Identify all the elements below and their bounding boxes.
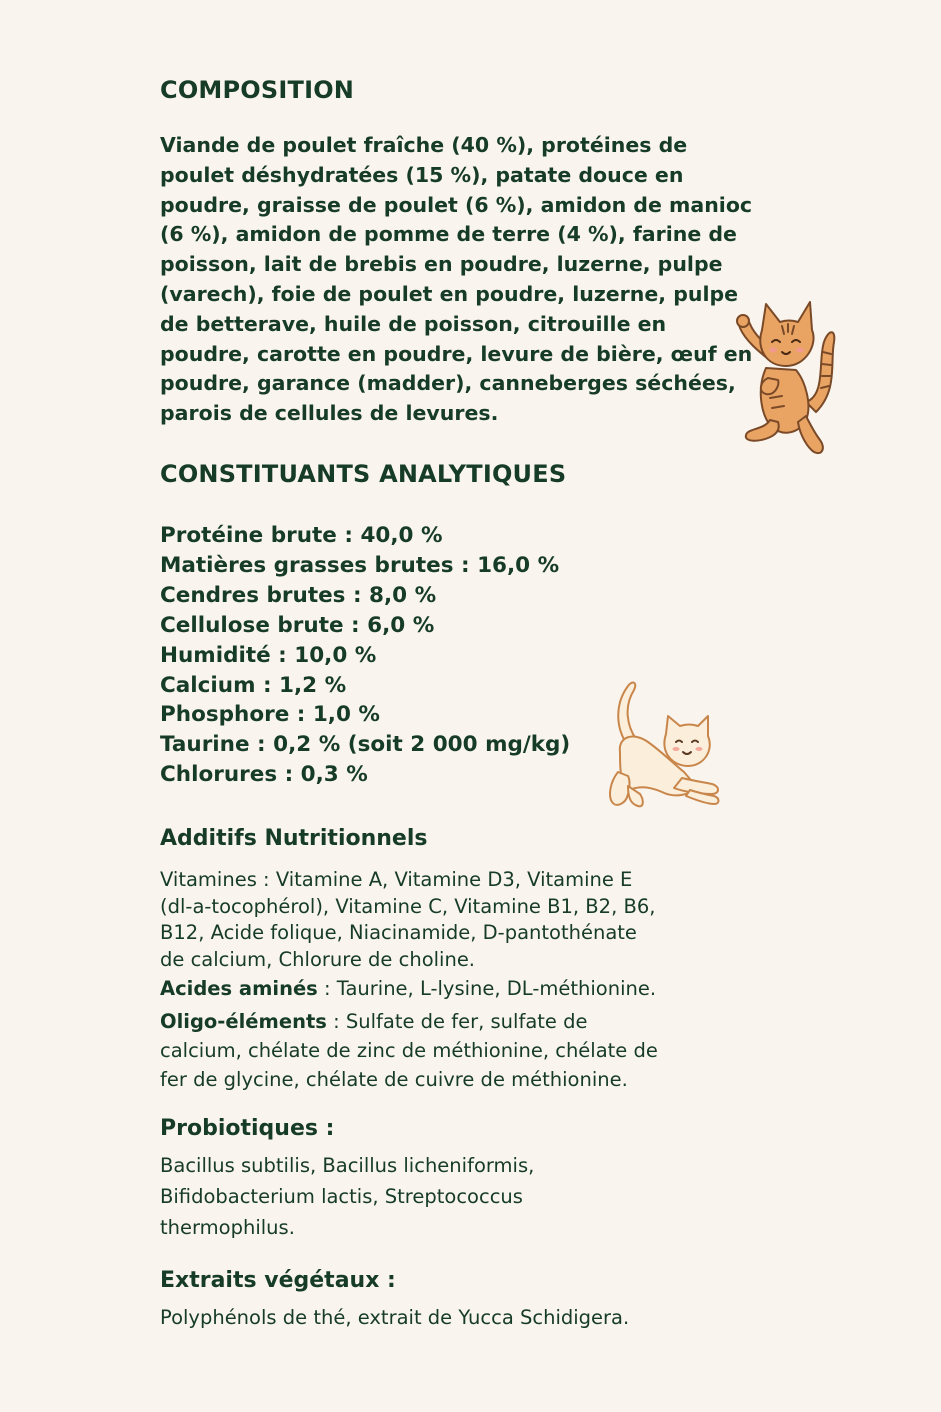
analytical-item: Taurine : 0,2 % (soit 2 000 mg/kg)	[160, 732, 571, 758]
composition-heading: COMPOSITION	[160, 76, 355, 104]
analytical-list	[160, 521, 570, 790]
analytical-item: Protéine brute : 40,0 %	[160, 523, 443, 548]
trace-elements-label: Oligo-éléments	[160, 1010, 327, 1033]
composition-line: Viande de poulet fraîche (40 %), protéines de	[160, 133, 688, 157]
analytical-heading: CONSTITUANTS ANALYTIQUES	[160, 460, 567, 488]
plant-extracts-heading: Extraits végétaux :	[160, 1268, 396, 1293]
composition-line: poulet déshydratées (15 %), patate douce en	[160, 162, 684, 187]
amino-acids-value: : Taurine, L-lysine, DL-méthionine.	[317, 977, 657, 1000]
composition-line: (6 %), amidon de pomme de terre (4 %), farine de	[160, 222, 737, 247]
composition-line: poudre, graisse de poulet (6 %), amidon de manioc	[160, 192, 753, 217]
amino-acids-text	[160, 976, 656, 1003]
vitamins-line: Vitamines : Vitamine A, Vitamine D3, Vitamine E	[160, 868, 633, 891]
analytical-item: Cellulose brute : 6,0 %	[160, 612, 435, 638]
additives-heading: Additifs Nutritionnels	[160, 826, 428, 851]
probiotics-heading: Probiotiques :	[160, 1116, 335, 1141]
stretching-cream-cat-icon	[604, 676, 724, 816]
composition-line: de betterave, huile de poisson, citrouille en	[160, 311, 667, 336]
composition-line: poisson, lait de brebis en poudre, luzerne, pulpe	[160, 252, 723, 277]
analytical-item: Matières grasses brutes : 16,0 %	[160, 552, 560, 578]
composition-line: poudre, garance (madder), canneberges séchées,	[160, 371, 736, 396]
trace-elements-line: calcium, chélate de zinc de méthionine, chélate de	[160, 1039, 658, 1062]
probiotics-line: thermophilus.	[160, 1216, 295, 1239]
composition-text	[160, 131, 752, 429]
dancing-orange-cat-icon	[726, 290, 846, 465]
composition-line: poudre, carotte en poudre, levure de bière, œuf en	[160, 341, 753, 366]
analytical-item: Phosphore : 1,0 %	[160, 702, 380, 728]
composition-line: parois de cellules de levures.	[160, 401, 499, 426]
amino-acids-label: Acides aminés	[160, 977, 318, 1000]
plant-extracts-line: Polyphénols de thé, extrait de Yucca Schidigera.	[160, 1306, 630, 1329]
vitamins-line: B12, Acide folique, Niacinamide, D-pantothénate	[160, 921, 637, 944]
analytical-item: Cendres brutes : 8,0 %	[160, 582, 437, 608]
trace-elements-value: : Sulfate de fer, sulfate de	[326, 1010, 588, 1033]
probiotics-text	[160, 1150, 534, 1243]
plant-extracts-text	[160, 1305, 629, 1332]
vitamins-line: (dl-a-tocophérol), Vitamine C, Vitamine B1, B2, B6,	[160, 894, 656, 918]
composition-line: (varech), foie de poulet en poudre, luzerne, pulpe	[160, 281, 739, 306]
analytical-item: Calcium : 1,2 %	[160, 672, 347, 698]
vitamins-line: de calcium, Chlorure de choline.	[160, 947, 476, 971]
trace-elements-text	[160, 1007, 658, 1094]
vitamins-text	[160, 867, 655, 973]
probiotics-line: Bifidobacterium lactis, Streptococcus	[160, 1185, 523, 1208]
analytical-item: Humidité : 10,0 %	[160, 642, 377, 668]
probiotics-line: Bacillus subtilis, Bacillus licheniformis,	[160, 1154, 535, 1177]
analytical-item: Chlorures : 0,3 %	[160, 762, 368, 788]
trace-elements-line: fer de glycine, chélate de cuivre de méthionine.	[160, 1068, 628, 1091]
